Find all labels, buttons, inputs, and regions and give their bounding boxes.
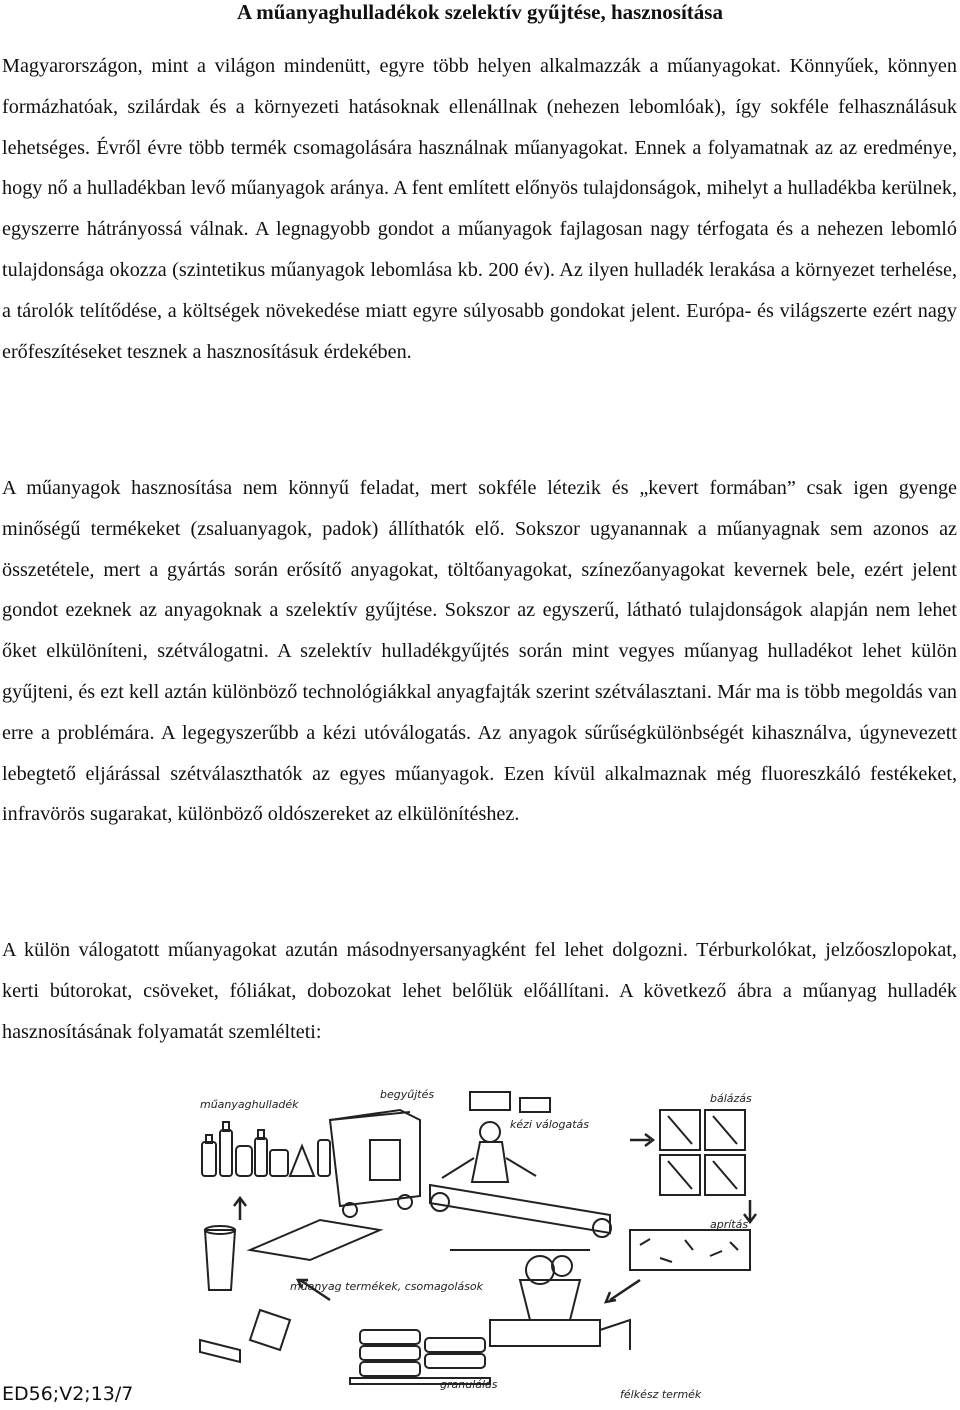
recycling-process-figure [190,1080,960,1410]
waste-container-icon [330,1110,420,1217]
shredding-icon [630,1230,750,1270]
label-waste: műanyaghulladék [200,1098,299,1111]
label-baling: bálázás [710,1092,752,1105]
document-title: A műanyaghulladékok szelektív gyűjtése, hasznosítása [237,0,723,24]
semi-finished-product-icon [350,1330,490,1384]
baling-icon [660,1110,745,1195]
granulation-icon [490,1256,630,1350]
label-collection: begyűjtés [380,1088,435,1101]
label-granulation: granulálás [440,1378,498,1391]
paragraph-recycling-difficulty: A műanyagok hasznosítása nem könnyű feladat, mert sokféle létezik és „kevert formában” csak igen gyenge minőségű termékeket (zsaluanyagok, padok) állíthatók elő. Sokszor ugyanannak a műanyagnak sem azonos az összetétele, mert a gyártás során erősítő anyagokat, töltőanyagokat, színezőanyagokat kevernek bele, ezért jelent gondot ezeknek az anyagoknak a szelektív gyűjtése. Sokszor az egyszerű, látható tulajdonságok alapján nem lehet őket elkülöníteni, szétválogatni. A szelektív hulladékgyűjtés során mint vegyes műanyag hulladékot lehet külön gyűjteni, és ezt kell aztán különböző technológiákkal anyagfajták szerint szétválasztani. Már ma is több megoldás van erre a problémára. A legegyszerűbb a kézi utóválogatás. Az anyagok sűrűségkülönbségét kihasználva, úgynevezett lebegtető eljárással szétválaszthatók az egyes műanyagok. Ezen kívül alkalmaznak még fluoreszkáló festékeket, infravörös sugarakat, különböző oldószereket az elkülönítéshez. [2,477,957,826]
hand-sorting-conveyor-icon [430,1092,611,1250]
label-hand-sorting: kézi válogatás [510,1118,590,1131]
document-footer-code: ED56;V2;13/7 [2,1383,134,1405]
plastic-waste-icon [202,1122,330,1176]
label-semi-finished: félkész termék [620,1388,702,1401]
label-shredding: aprítás [710,1218,749,1231]
process-arrows [234,1134,756,1302]
label-products: műanyag termékek, csomagolások [290,1280,484,1293]
paragraph-intro: Magyarországon, mint a világon mindenütt, egyre több helyen alkalmazzák a műanyagokat. Könnyűek, könnyen formázhatóak, szilárdak és a környezeti hatásoknak ellenállnak (nehezen lebomlóak), így sokféle felhasználásuk lehetséges. Évről évre több termék csomagolására használnak műanyagokat. Ennek a folyamatnak az az eredménye, hogy nő a hulladékban levő műanyagok aránya. A fent említett előnyös tulajdonságok, mihelyt a hulladékba kerülnek, egyszerre hátrányossá válnak. A legnagyobb gondot a műanyagok fajlagosan nagy térfogata és a nehezen lebomló tulajdonsága okozza (szintetikus műanyagok lebomlása kb. 200 év). Az ilyen hulladék lerakása a környezet terhelése, a tárolók telítődése, a költségek növekedése miatt egyre súlyosabb gondokat jelent. Európa- és világszerte ezért nagy erőfeszítéseket tesznek a hasznosításuk érdekében. [2,55,957,363]
paragraph-secondary-use: A külön válogatott műanyagokat azután másodnyersanyagként fel lehet dolgozni. Térburkolókat, jelzőoszlopokat, kerti bútorokat, csöveket, fóliákat, dobozokat lehet belőlük előállítani. A következő ábra a műanyag hulladék hasznosításának folyamatát szemlélteti: [2,939,957,1043]
